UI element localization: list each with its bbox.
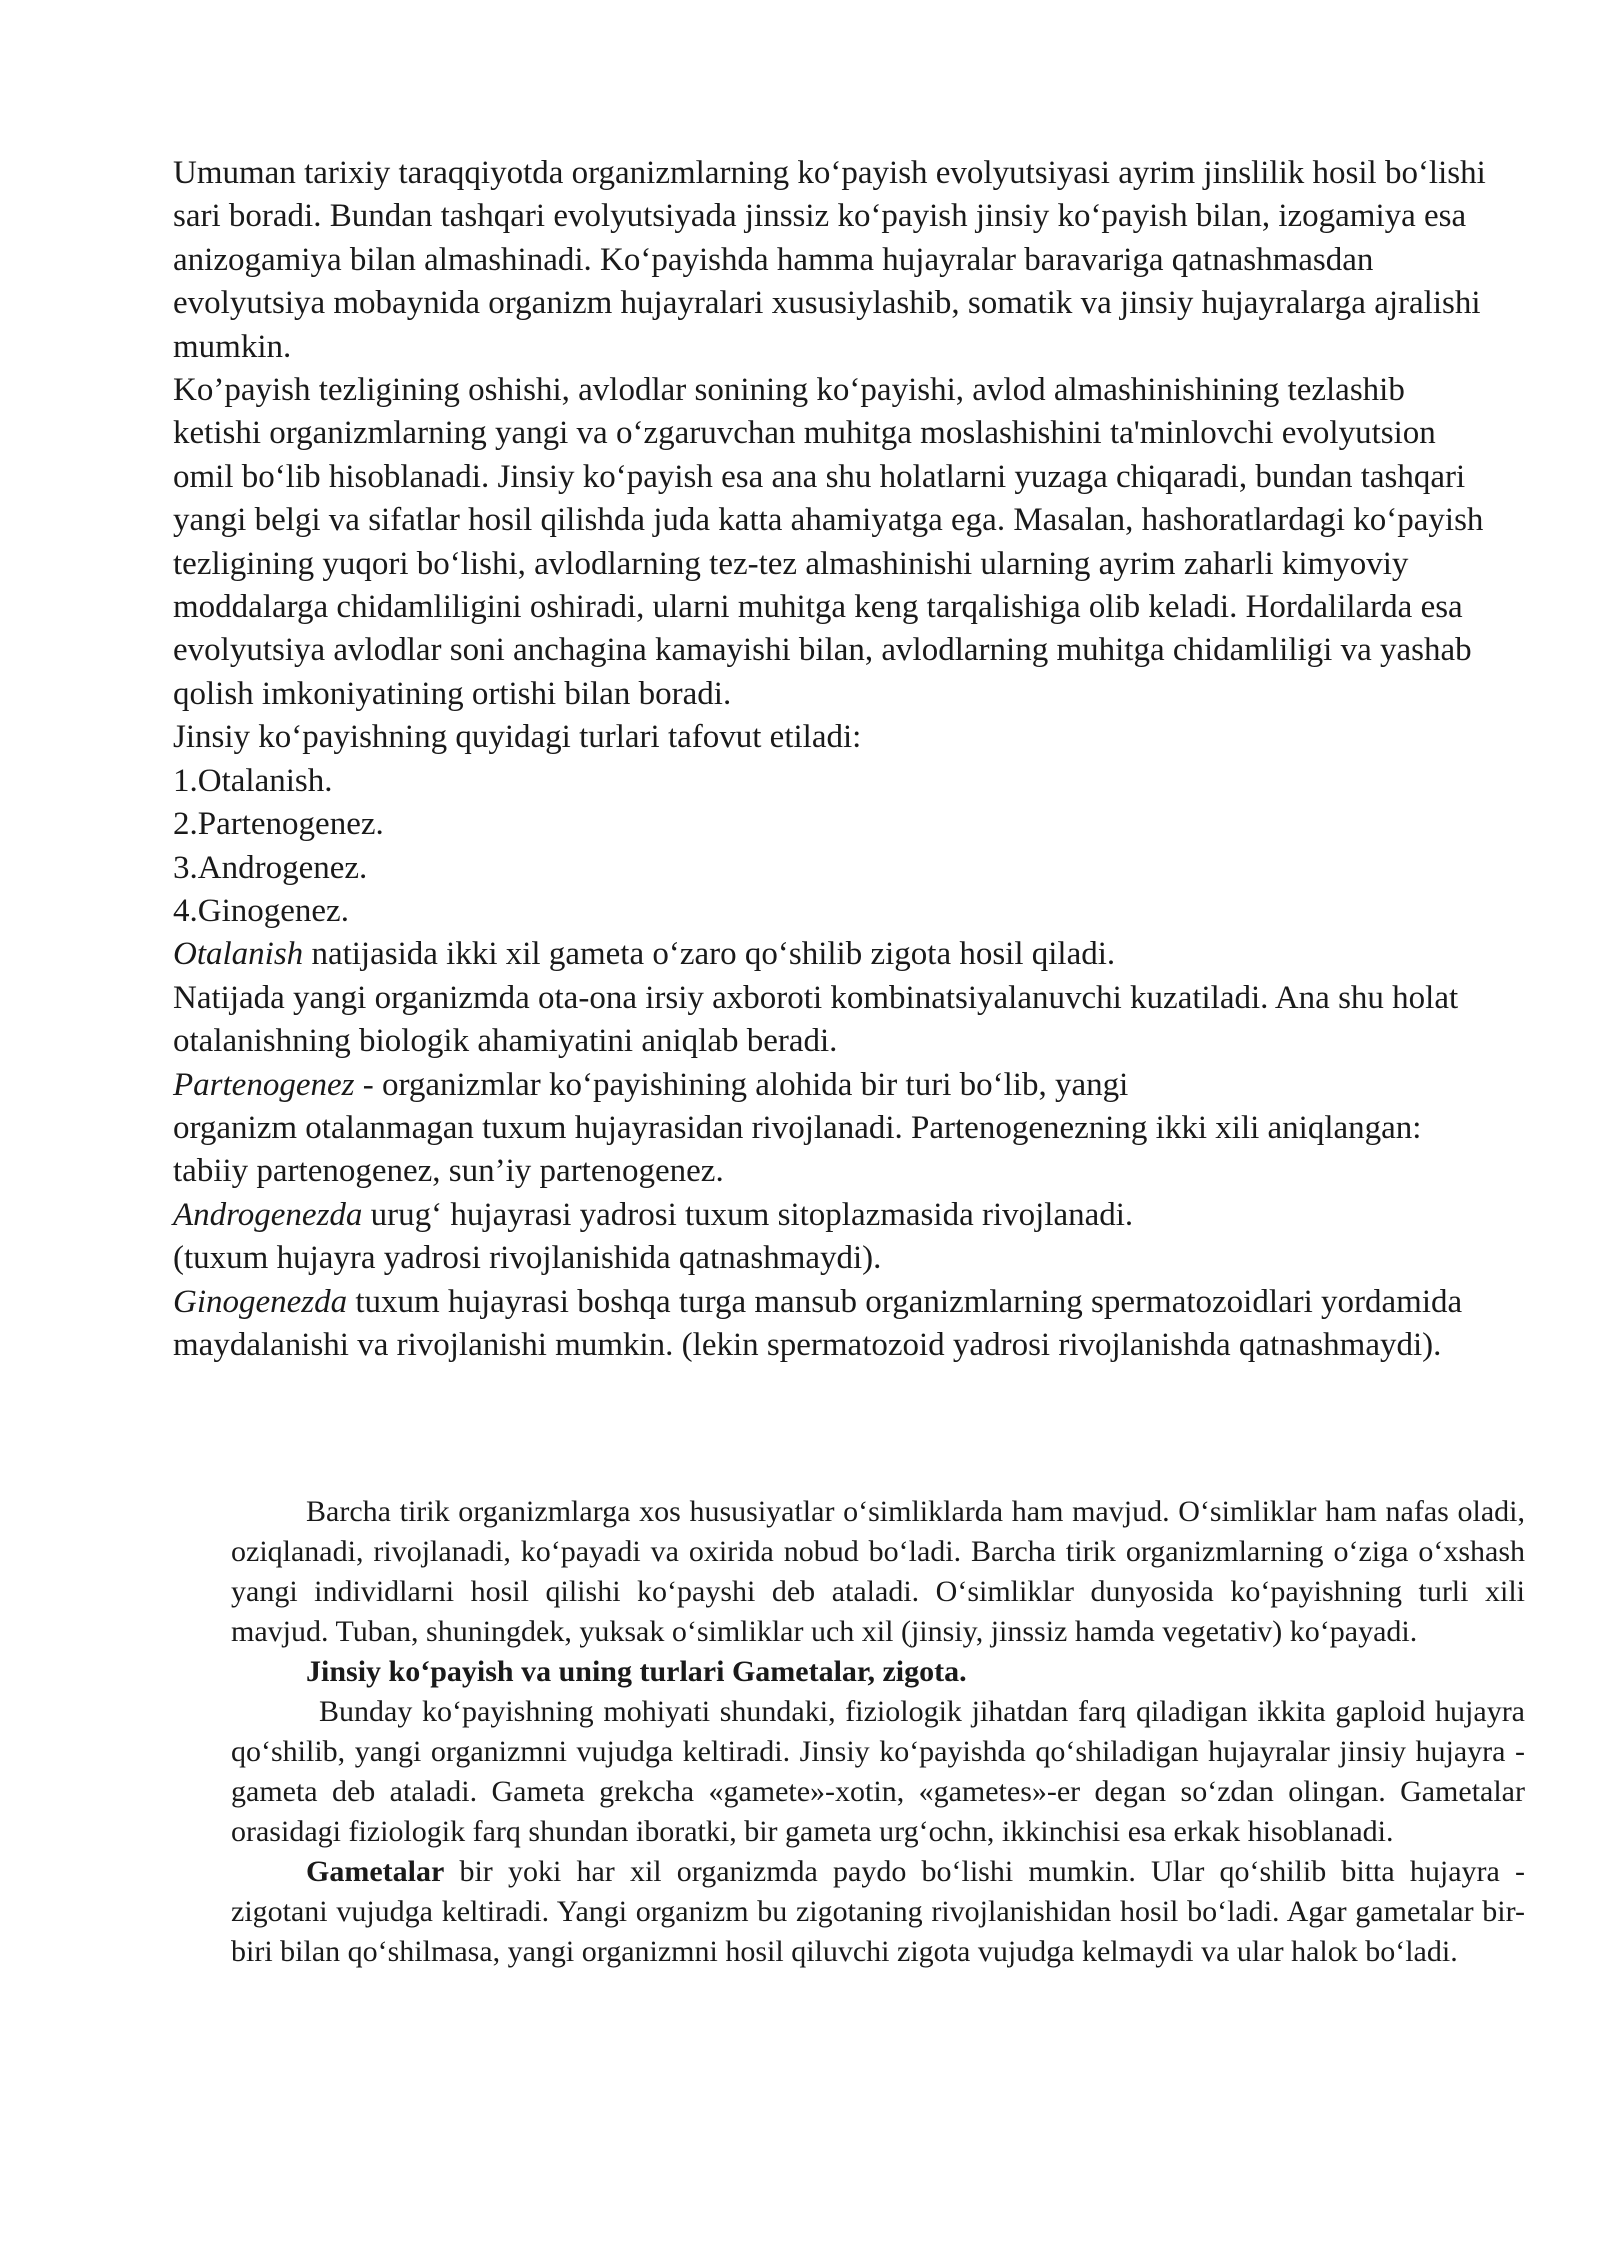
paragraph-androgenez-note: (tuxum hujayra yadrosi rivojlanishida qatnashmaydi). <box>173 1240 882 1277</box>
list-item-partenogenez: 2.Partenogenez. <box>173 806 384 843</box>
paragraph-gametes <box>231 1852 1525 1972</box>
section-plant-reproduction <box>231 1492 1525 1972</box>
paragraph-plants: Barcha tirik organizmlarga xos hususiyatlar o‘simliklarda ham mavjud. O‘simliklar ham nafas oladi, oziqlanadi, rivojlanadi, ko‘payadi va oxirida nobud bo‘ladi. Barcha tirik organizmlarning o‘ziga o‘xshash yangi individlarni hosil qilishi ko‘payshi deb ataladi. O‘simliklar dunyosida ko‘payishning turli xili mavjud. Tuban, shuningdek, yuksak o‘simliklar uch xil (jinsiy, jinssiz hamda vegetativ) ko‘payadi. <box>231 1495 1525 1648</box>
term-ginogenez: Ginogenezda <box>173 1283 348 1320</box>
list-item-ginogenez: 4.Ginogenez. <box>173 892 349 929</box>
section-reproduction-evolution <box>173 152 1493 1367</box>
term-otalanish: Otalanish <box>173 936 304 973</box>
list-item-otalanish: 1.Otalanish. <box>173 762 333 799</box>
types-intro: Jinsiy ko‘payishning quyidagi turlari tafovut etiladi: <box>173 719 862 756</box>
androgenez-text: urug‘ hujayrasi yadrosi tuxum sitoplazmasida rivojlanadi. <box>362 1196 1134 1233</box>
paragraph-androgenez <box>173 1194 1493 1237</box>
term-androgenez: Androgenezda <box>173 1196 363 1233</box>
partenogenez-text: - organizmlar ko‘payishining alohida bir turi bo‘lib, yangi <box>354 1066 1129 1103</box>
paragraph-speed: Ko’payish tezligining oshishi, avlodlar sonining ko‘payishi, avlod almashinishining tezlashib ketishi organizmlarning yangi va o‘zgaruvchan muhitga moslashishini ta'minlovchi evolyutsion omil bo‘lib hisoblanadi. Jinsiy ko‘payish esa ana shu holatlarni yuzaga chiqaradi, bundan tashqari yangi belgi va sifatlar hosil qilishda juda katta ahamiyatga ega. Masalan, hashoratlardagi ko‘payish tezligining yuqori bo‘lishi, avlodlarning tez-tez almashinishi ularning ayrim zaharli kimyoviy moddalarga chidamliligini oshiradi, ularni muhitga keng tarqalishiga olib keladi. Hordalilarda esa evolyutsiya avlodlar soni anchagina kamayishi bilan, avlodlarning muhitga chidamliligi va yashab qolish imkoniyatining ortishi bilan boradi. <box>173 372 1484 712</box>
heading-text: Jinsiy ko‘payish va uning turlari Gametalar, zigota. <box>306 1655 967 1688</box>
paragraph-partenogenez-detail: organizm otalanmagan tuxum hujayrasidan rivojlanadi. Partenogenezning ikki xili aniqlangan: tabiiy partenogenez, sun’iy partenogenez. <box>173 1109 1422 1190</box>
paragraph-partenogenez <box>173 1064 1493 1107</box>
paragraph-otalanish <box>173 933 1493 976</box>
paragraph-otalanish-result: Natijada yangi organizmda ota-ona irsiy axboroti kombinatsiyalanuvchi kuzatiladi. Ana shu holat otalanishning biologik ahamiyatini aniqlab beradi. <box>173 979 1459 1060</box>
term-partenogenez: Partenogenez <box>173 1066 355 1103</box>
paragraph-evolution: Umuman tarixiy taraqqiyotda organizmlarning ko‘payish evolyutsiyasi ayrim jinslilik hosil bo‘lishi sari boradi. Bundan tashqari evolyutsiyada jinssiz ko‘payish jinsiy ko‘payish bilan, izogamiya esa anizogamiya bilan almashinadi. Ko‘payishda hamma hujayralar baravariga qatnashmasdan evolyutsiya mobaynida organizm hujayralari xususiylashib, somatik va jinsiy hujayralarga ajralishi mumkin. <box>173 155 1486 365</box>
gametes-text: bir yoki har xil organizmda paydo bo‘lishi mumkin. Ular qo‘shilib bitta hujayra - zigotani vujudga keltiradi. Yangi organizm bu zigotaning rivojlanishidan hosil bo‘ladi. Agar gametalar bir-biri bilan qo‘shilmasa, yangi organizmni hosil qiluvchi zigota vujudga kelmaydi va ular halok bo‘ladi. <box>231 1855 1525 1968</box>
paragraph-gametes-definition: Bunday ko‘payishning mohiyati shundaki, fiziologik jihatdan farq qiladigan ikkita gaploid hujayra qo‘shilib, yangi organizmni vujudga keltiradi. Jinsiy ko‘payishda qo‘shiladigan hujayralar jinsiy hujayra -gameta deb ataladi. Gameta grekcha «gamete»-xotin, «gametes»-er degan so‘zdan olingan. Gametalar orasidagi fiziologik farq shundan iboratki, bir gameta urg‘ochn, ikkinchisi esa erkak hisoblanadi. <box>231 1695 1525 1848</box>
paragraph-ginogenez <box>173 1281 1493 1368</box>
list-item-androgenez: 3.Androgenez. <box>173 849 368 886</box>
otalanish-text: natijasida ikki xil gameta o‘zaro qo‘shilib zigota hosil qiladi. <box>303 936 1116 973</box>
section-heading <box>231 1652 1525 1692</box>
ginogenez-text: tuxum hujayrasi boshqa turga mansub organizmlarning spermatozoidlari yordamida maydalanishi va rivojlanishi mumkin. (lekin spermatozoid yadrosi rivojlanishda qatnashmaydi). <box>173 1283 1463 1363</box>
term-gametalar: Gametalar <box>306 1855 445 1888</box>
